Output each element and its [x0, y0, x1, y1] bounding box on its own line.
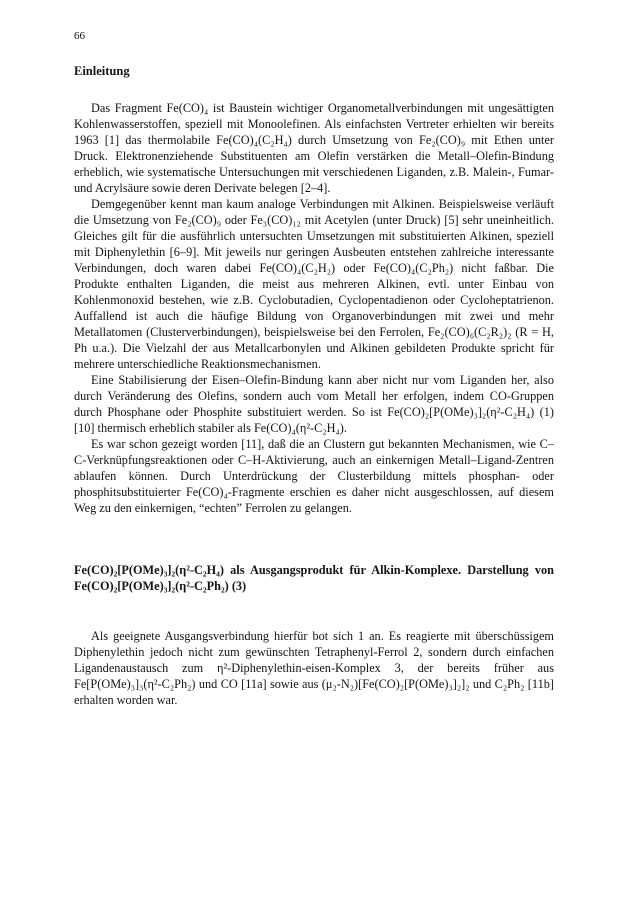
paragraph-3: Eine Stabilisierung der Eisen–Olefin-Bindung kann aber nicht nur vom Liganden her, also durch Veränderung des Olefins, sondern auch vom Metall her erfolgen, indem CO-Gruppen durch Phosphane oder Phosphite substituiert werden. So ist Fe(CO)₂[P(OMe)₃]₂(η²-C₂H₄) (1) [10] thermisch erheblich stabiler als Fe(CO)₄(η²-C₂H₄). [74, 373, 554, 435]
section-heading: Einleitung [74, 64, 130, 78]
document-page [74, 30, 554, 708]
subsection-heading: Fe(CO)₂[P(OMe)₃]₂(η²-C₂H₄) als Ausgangsprodukt für Alkin-Komplexe. Darstellung von Fe(CO)₂[P(OMe)₃]₂(η²-C₂Ph₂) (3) [74, 563, 554, 593]
paragraph-4: Es war schon gezeigt worden [11], daß die an Clustern gut bekannten Mechanismen, wie C–C-Verknüpfungsreaktionen oder C–H-Aktivierung, auch an einkernigen Metall–Ligand-Zentren ablaufen können. Durch Unterdrückung der Clusterbildung mittels phosphan- oder phosphitsubstituierter Fe(CO)₄-Fragmente erschien es daher nicht ausgeschlossen, auf diesem Weg zu den einkernigen, “echten” Ferrolen zu gelangen. [74, 437, 554, 515]
page-number: 66 [74, 30, 85, 42]
paragraph-1: Das Fragment Fe(CO)₄ ist Baustein wichtiger Organometallverbindungen mit ungesättigten Kohlenwasserstoffen, speziell mit Monoolefinen. Als einfachsten Vertreter erhielten wir bereits 1963 [1] das thermolabile Fe(CO)₄(C₂H₄) durch Umsetzung von Fe₂(CO)₉ mit Ethen unter Druck. Elektronenziehende Substituenten am Olefin verstärken die Metall–Olefin-Bindung erheblich, wie systematische Untersuchungen mit verschiedenen Liganden, z.B. Malein-, Fumar- und Acrylsäure sowie deren Derivate belegen [2–4]. [74, 101, 554, 195]
paragraph-2: Demgegenüber kennt man kaum analoge Verbindungen mit Alkinen. Beispielsweise verläuft die Umsetzung von Fe₂(CO)₉ oder Fe₃(CO)₁₂ mit Acetylen (unter Druck) [5] sehr uneinheitlich. Gleiches gilt für die ausführlich untersuchten Umsetzungen mit substituierten Alkinen, speziell mit Diphenylethin [6–9]. Mit jeweils nur geringen Ausbeuten entstehen zahlreiche interessante Verbindungen, doch waren dabei Fe(CO)₄(C₂H₂) oder Fe(CO)₄(C₂Ph₂) nicht faßbar. Die Produkte enthalten Liganden, die meist aus mehreren Alkinen, evtl. unter Einbau von Kohlenmonoxid bestehen, wie z.B. Cyclobutadien, Cyclopentadienon oder Cycloheptatrienon. Auffallend ist auch die häufige Bildung von Organoverbindungen mit zwei und mehr Metallatomen (Clusterverbindungen), beispielsweise bei den Ferrolen, Fe₂(CO)₆(C₂R₂)₂ (R = H, Ph u.a.). Die Vielzahl der aus Metallcarbonylen und Alkinen gebildeten Produkte spricht für mehrere unterschiedliche Reaktionsmechanismen. [74, 197, 554, 371]
paragraph-5: Als geeignete Ausgangsverbindung hierfür bot sich 1 an. Es reagierte mit überschüssigem Diphenylethin jedoch nicht zum gewünschten Tetraphenyl-Ferrol 2, sondern durch einfachen Ligandenaustausch zum η²-Diphenylethin-eisen-Komplex 3, der bereits früher aus Fe[P(OMe)₃]₃(η²-C₂Ph₂) und CO [11a] sowie aus (μ₂-N₂)[Fe(CO)₂[P(OMe)₃]₂]₂ und C₂Ph₂ [11b] erhalten worden war. [74, 629, 554, 707]
